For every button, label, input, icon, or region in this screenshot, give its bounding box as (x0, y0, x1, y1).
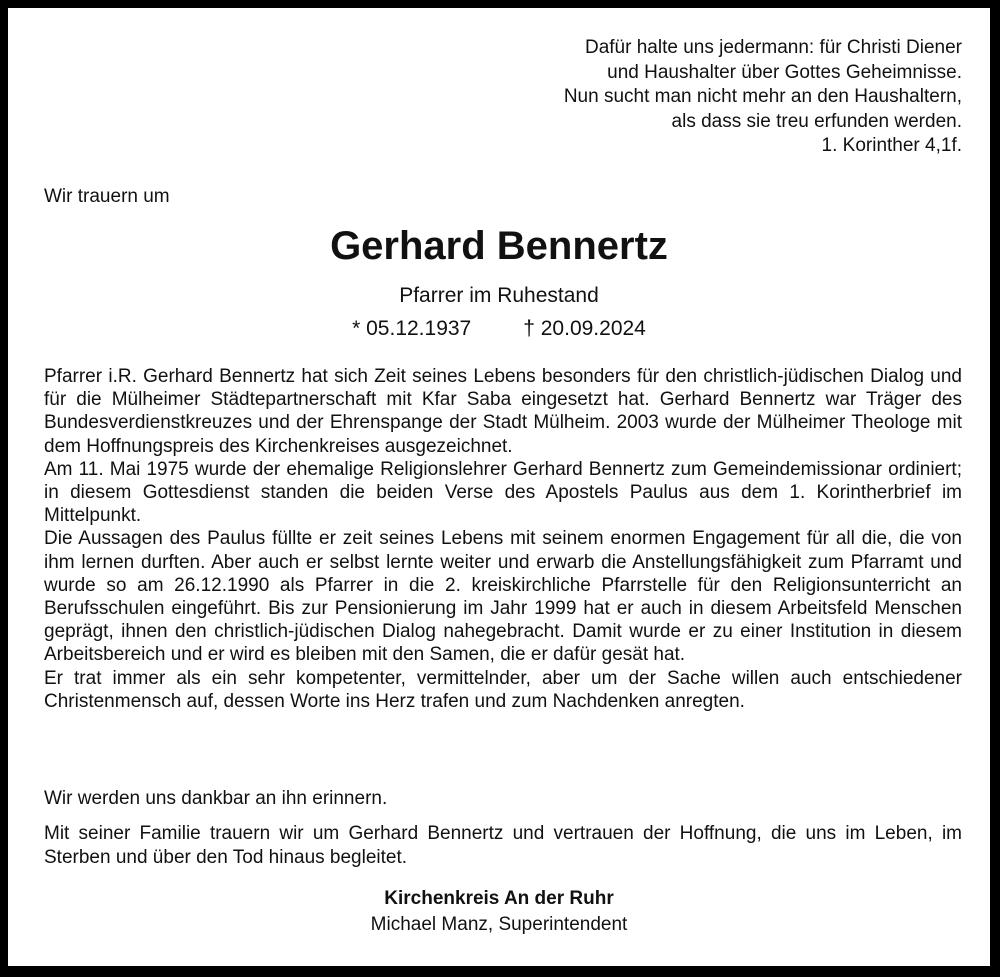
body-paragraph: Er trat immer als ein sehr kompetenter, vermittelnder, aber um der Sache willen auch entschiedener Christenmensch auf, dessen Worte ins Herz trafen und zum Nachdenken anregten. (44, 667, 962, 712)
closing-family: Mit seiner Familie trauern wir um Gerhard Bennertz und vertrauen der Hoffnung, die uns im Leben, im Sterben und über den Tod hinaus begleitet. (44, 823, 962, 868)
signature-person: Michael Manz, Superintendent (370, 914, 628, 935)
signature-organization: Kirchenkreis An der Ruhr (384, 888, 614, 909)
death-date: † 20.09.2024 (523, 317, 646, 340)
quote-line: Dafür halte uns jedermann: für Christi Diener (584, 37, 962, 58)
quote-line: und Haushalter über Gottes Geheimnisse. (607, 61, 962, 83)
life-dates (8, 317, 990, 341)
bible-verse-quote (564, 36, 962, 159)
deceased-title: Pfarrer im Ruhestand (399, 284, 599, 307)
obituary-notice (8, 8, 990, 966)
obituary-body (44, 365, 962, 713)
quote-source: 1. Korinther 4,1f. (821, 135, 962, 156)
intro-text: Wir trauern um (44, 186, 170, 207)
closing-thanks: Wir werden uns dankbar an ihn erinnern. (44, 788, 388, 809)
birth-date: * 05.12.1937 (352, 317, 472, 340)
quote-line: Nun sucht man nicht mehr an den Haushaltern, (563, 86, 962, 107)
body-paragraph: Am 11. Mai 1975 wurde der ehemalige Religionslehrer Gerhard Bennertz zum Gemeindemissionar ordiniert; in diesem Gottesdienst standen die beiden Verse des Apostels Paulus aus dem 1. Korintherbrief im Mittelpunkt. (44, 458, 962, 527)
quote-line: als dass sie treu erfunden werden. (671, 110, 962, 132)
deceased-name: Gerhard Bennertz (330, 224, 668, 268)
body-paragraph: Die Aussagen des Paulus füllte er zeit seines Lebens mit seinem enormen Engagement für all die, die von ihm lernen durften. Aber auch er selbst lernte weiter und erwarb die Anstellungsfähigkeit zum Pfarramt und wurde so am 26.12.1990 als Pfarrer in die 2. kreiskirchliche Pfarrstelle für den Religionsunterricht an Berufsschulen eingeführt. Bis zur Pensionierung im Jahr 1999 hat er auch in diesem Arbeitsfeld Menschen geprägt, ihnen den christlich-jüdischen Dialog nahegebracht. Damit wurde er zu einer Institution in diesem Arbeitsbereich und er wird es bleiben mit den Samen, die er dafür gesät hat. (44, 528, 962, 666)
body-paragraph: Pfarrer i.R. Gerhard Bennertz hat sich Zeit seines Lebens besonders für den christlich-jüdischen Dialog und für die Mülheimer Städtepartnerschaft mit Kfar Saba eingesetzt hat. Gerhard Bennertz war Träger des Bundesverdienstkreuzes und der Ehrenspange der Stadt Mülheim. 2003 wurde der Mülheimer Theologe mit dem Hoffnungspreis des Kirchenkreises ausgezeichnet. (44, 366, 962, 457)
